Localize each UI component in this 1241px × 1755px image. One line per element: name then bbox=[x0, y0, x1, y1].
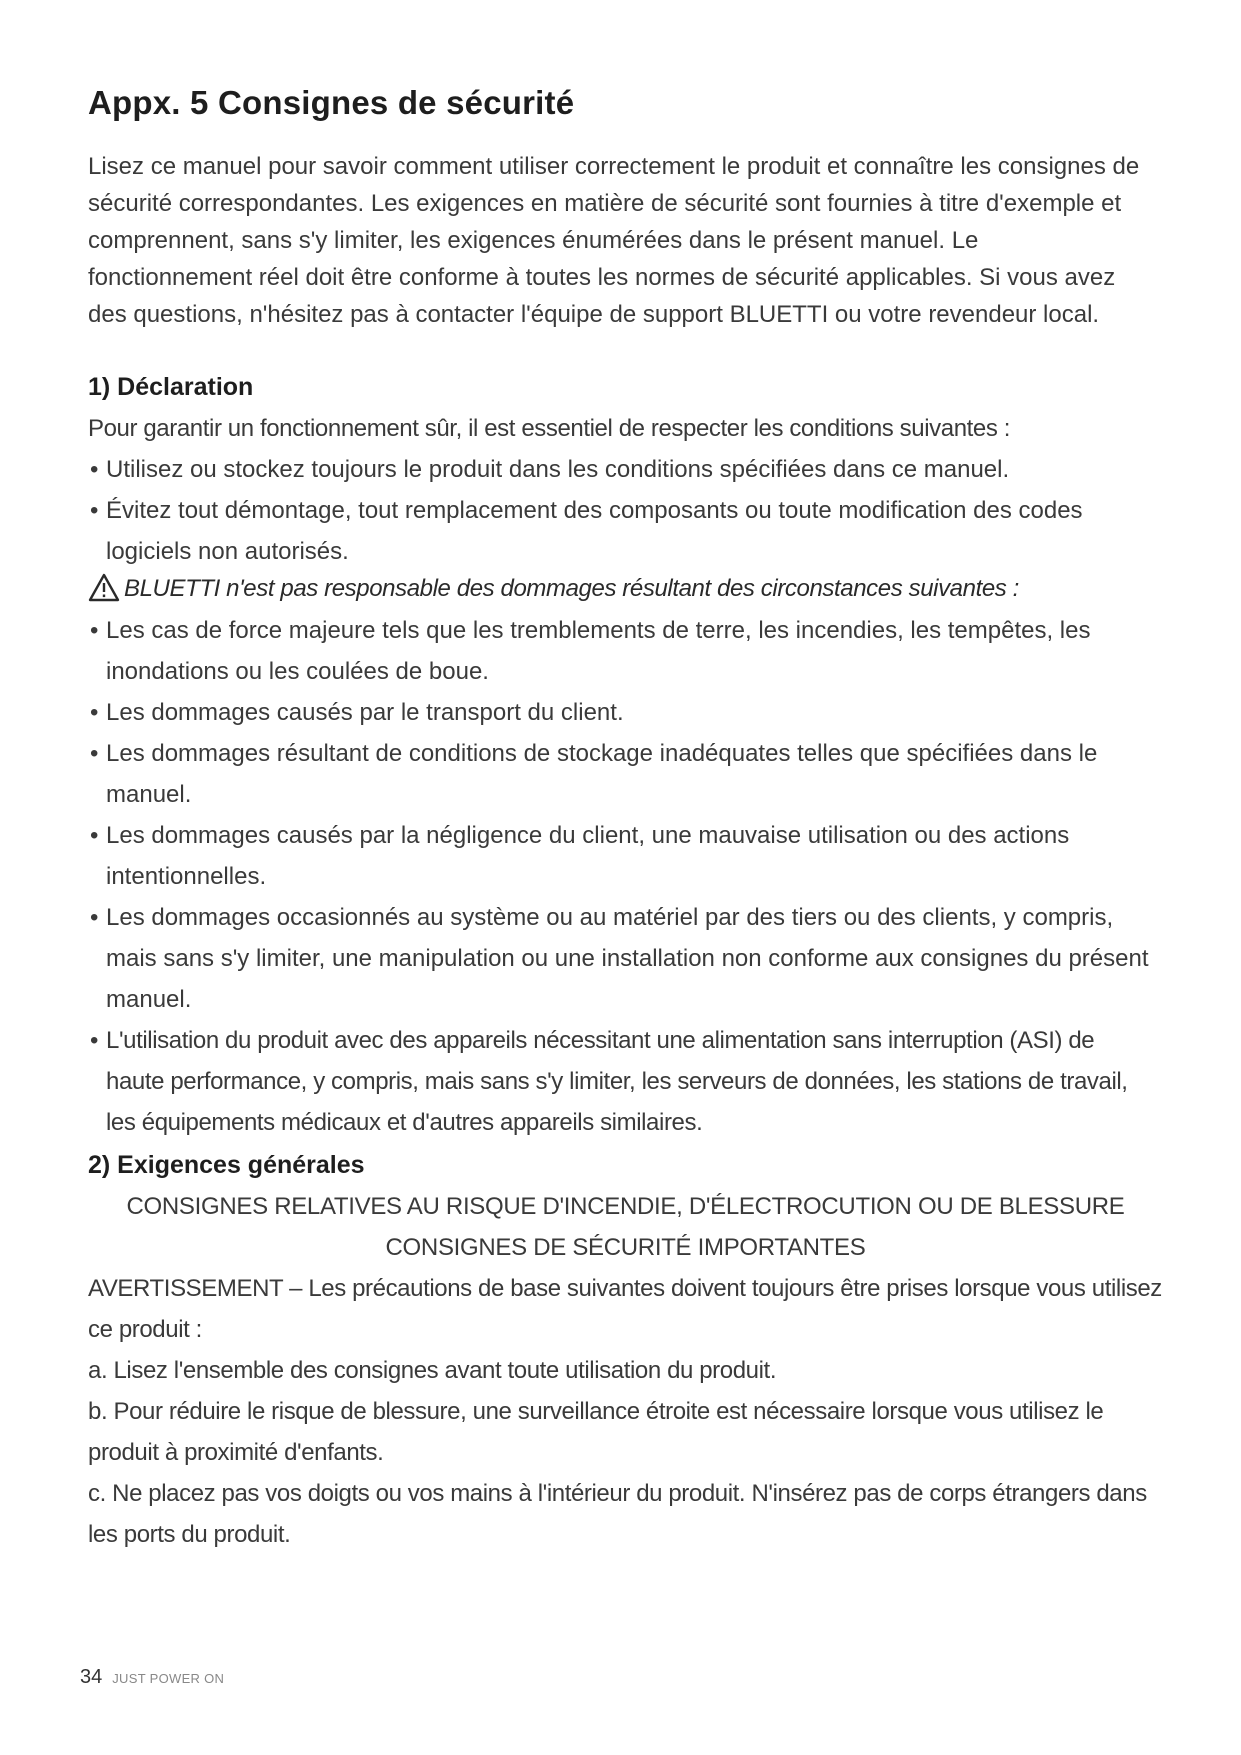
section1-lead: Pour garantir un fonctionnement sûr, il est essentiel de respecter les conditions suivantes : bbox=[88, 415, 1010, 442]
liability-warning bbox=[88, 568, 1019, 609]
avertissement-paragraph: AVERTISSEMENT – Les précautions de base suivantes doivent toujours être prises lorsque vous utilisez ce produit : bbox=[88, 1275, 1162, 1343]
list-item-text: Les dommages occasionnés au système ou au matériel par des tiers ou des clients, y compris, mais sans s'y limiter, une manipulation ou une installation non conforme aux consignes du présent manuel. bbox=[106, 904, 1149, 1013]
list-item-text: Les dommages causés par la négligence du client, une mauvaise utilisation ou des actions intentionnelles. bbox=[106, 822, 1070, 890]
list-item-text: Utilisez ou stockez toujours le produit dans les conditions spécifiées dans ce manuel. bbox=[106, 456, 1010, 483]
list-item: • Les dommages causés par le transport du client. bbox=[90, 699, 624, 726]
instruction-item: b. Pour réduire le risque de blessure, une surveillance étroite est nécessaire lorsque vous utilisez le produit à proximité d'enfants. bbox=[88, 1398, 1104, 1466]
list-item: • L'utilisation du produit avec des appareils nécessitant une alimentation sans interruption (ASI) de haute performance, y compris, mais sans s'y limiter, les serveurs de données, les stations de travail, les équipements médicaux et d'autres appareils similaires. bbox=[90, 1027, 1128, 1136]
page-number: 34 bbox=[80, 1666, 103, 1688]
list-item: • Les cas de force majeure tels que les tremblements de terre, les incendies, les tempêtes, les inondations ou les coulées de boue. bbox=[90, 617, 1091, 685]
list-item: • Évitez tout démontage, tout remplacement des composants ou toute modification des codes logiciels non autorisés. bbox=[90, 497, 1083, 565]
list-item-text: Les dommages résultant de conditions de stockage inadéquates telles que spécifiées dans le manuel. bbox=[106, 740, 1098, 808]
footer-tagline: JUST POWER ON bbox=[112, 1671, 225, 1686]
list-item: • Les dommages occasionnés au système ou au matériel par des tiers ou des clients, y compris, mais sans s'y limiter, une manipulation ou une installation non conforme aux consignes du présent manuel. bbox=[90, 904, 1149, 1013]
intro-paragraph: Lisez ce manuel pour savoir comment utiliser correctement le produit et connaître les consignes de sécurité correspondantes. Les exigences en matière de sécurité sont fournies à titre d'exemple et comprennent, sans s'y limiter, les exigences énumérées dans le présent manuel. Le fonctionnement réel doit être conforme à toutes les normes de sécurité applicables. Si vous avez des questions, n'hésitez pas à contacter l'équipe de support BLUETTI ou votre revendeur local. bbox=[88, 153, 1140, 328]
instruction-item: c. Ne placez pas vos doigts ou vos mains à l'intérieur du produit. N'insérez pas de corps étrangers dans les ports du produit. bbox=[88, 1480, 1147, 1548]
fire-warning-title: CONSIGNES RELATIVES AU RISQUE D'INCENDIE, D'ÉLECTROCUTION OU DE BLESSURE bbox=[126, 1193, 1125, 1220]
section2-heading: 2) Exigences générales bbox=[88, 1151, 365, 1179]
list-item-text: Les cas de force majeure tels que les tremblements de terre, les incendies, les tempêtes, les inondations ou les coulées de boue. bbox=[106, 617, 1091, 685]
list-item: • Les dommages résultant de conditions de stockage inadéquates telles que spécifiées dans le manuel. bbox=[90, 740, 1098, 808]
list-item-text: L'utilisation du produit avec des appareils nécessitant une alimentation sans interruption (ASI) de haute performance, y compris, mais sans s'y limiter, les serveurs de données, les stations de travail, les équipements médicaux et d'autres appareils similaires. bbox=[106, 1027, 1128, 1136]
liability-warning-text: BLUETTI n'est pas responsable des dommages résultant des circonstances suivantes : bbox=[124, 575, 1019, 602]
page-title: Appx. 5 Consignes de sécurité bbox=[88, 84, 575, 121]
page-footer bbox=[80, 1666, 224, 1689]
list-item-text: Les dommages causés par le transport du client. bbox=[106, 699, 624, 726]
list-item-text: Évitez tout démontage, tout remplacement des composants ou toute modification des codes logiciels non autorisés. bbox=[106, 497, 1083, 565]
warning-triangle-icon bbox=[88, 573, 120, 602]
safety-title: CONSIGNES DE SÉCURITÉ IMPORTANTES bbox=[385, 1234, 866, 1261]
list-item: • Les dommages causés par la négligence du client, une mauvaise utilisation ou des actions intentionnelles. bbox=[90, 822, 1070, 890]
list-item: • Utilisez ou stockez toujours le produit dans les conditions spécifiées dans ce manuel. bbox=[90, 456, 1010, 483]
section1-heading: 1) Déclaration bbox=[88, 373, 254, 401]
instruction-item: a. Lisez l'ensemble des consignes avant toute utilisation du produit. bbox=[88, 1357, 777, 1384]
